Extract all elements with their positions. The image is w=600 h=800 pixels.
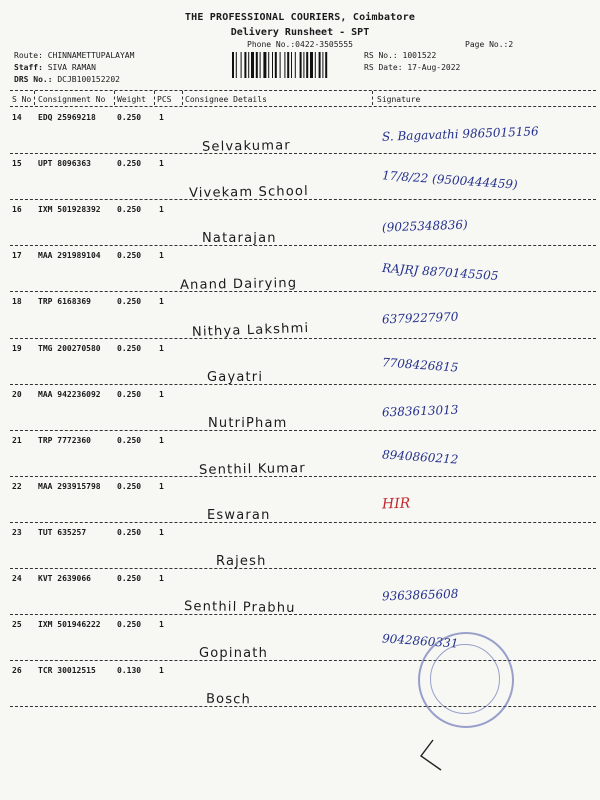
header-rule-bottom	[10, 106, 596, 107]
row-pcs: 1	[159, 251, 164, 261]
route-line	[14, 51, 134, 60]
row-consignment: TCR 30012515	[38, 666, 96, 676]
barcode-bar	[287, 52, 289, 78]
row-consignee: Rajesh	[216, 553, 267, 569]
barcode-bar	[251, 52, 254, 78]
row-signature: 7708426815	[381, 354, 459, 375]
row-consignee: Nithya Lakshmi	[191, 321, 310, 341]
row-separator	[10, 338, 596, 339]
row-consignment: IXM 501928392	[38, 205, 101, 215]
barcode-bar	[319, 52, 321, 78]
staff-line	[14, 63, 96, 72]
row-consignment: TUT 635257	[38, 527, 87, 537]
row-separator	[10, 430, 596, 431]
row-consignment: IXM 501946222	[38, 620, 101, 630]
col-divider	[114, 91, 115, 105]
col-weight: Weight	[117, 95, 146, 104]
row-pcs: 1	[159, 527, 164, 537]
row-signature: 8940860212	[381, 447, 459, 467]
row-signature: 6379227970	[381, 310, 459, 327]
barcode-bar	[236, 52, 237, 78]
rs-date-label: RS Date:	[364, 63, 403, 72]
row-weight: 0.250	[117, 435, 142, 445]
barcode-bar	[268, 52, 269, 78]
runsheet-title: Delivery Runsheet - SPT	[230, 27, 370, 38]
staff-label: Staff:	[14, 63, 43, 72]
barcode-bar	[256, 52, 258, 78]
row-sno: 14	[12, 113, 22, 122]
col-divider	[154, 91, 155, 105]
row-consignment: TMG 200270580	[38, 343, 101, 353]
row-weight: 0.250	[117, 574, 142, 583]
row-sno: 23	[12, 527, 22, 537]
row-signature: (9025348836)	[381, 217, 468, 235]
barcode-bar	[325, 52, 327, 78]
drs-line	[14, 75, 120, 84]
header-rule-top	[10, 90, 596, 91]
row-consignee: Senthil Kumar	[198, 460, 306, 478]
row-weight: 0.250	[117, 159, 142, 169]
row-signature: HIR	[381, 495, 411, 513]
row-sno: 15	[12, 159, 22, 169]
row-sno: 20	[12, 389, 22, 399]
row-separator	[10, 614, 596, 615]
row-weight: 0.250	[117, 113, 142, 122]
col-sno: S No	[12, 95, 32, 104]
row-separator	[10, 199, 596, 200]
barcode-bar	[280, 52, 281, 78]
row-signature: 9042860331	[381, 631, 459, 651]
barcode-bar	[275, 52, 277, 78]
row-weight: 0.250	[117, 297, 142, 307]
row-consignment: UPT 8096363	[38, 159, 91, 169]
row-weight: 0.130	[117, 666, 142, 676]
row-consignment: MAA 293915798	[38, 481, 101, 491]
row-sno: 22	[12, 481, 22, 491]
row-pcs: 1	[159, 343, 164, 353]
barcode-bar	[300, 52, 302, 78]
row-weight: 0.250	[117, 343, 142, 353]
row-consignee: Senthil Prabhu	[183, 599, 296, 616]
row-consignee: Anand Dairying	[179, 276, 298, 294]
col-pcs: PCS	[157, 95, 172, 104]
row-pcs: 1	[159, 205, 164, 215]
rs-no-label: RS No.:	[364, 51, 398, 60]
rs-date-value: 17-Aug-2022	[407, 63, 461, 72]
col-signature: Signature	[377, 95, 421, 104]
row-weight: 0.250	[117, 251, 142, 261]
row-signature: RAJRJ 8870145505	[381, 261, 499, 284]
row-separator	[10, 384, 596, 385]
rs-date-line	[364, 63, 460, 72]
col-divider	[34, 91, 35, 105]
row-pcs: 1	[159, 620, 164, 630]
barcode-bar	[291, 52, 292, 78]
row-consignment: MAA 942236092	[38, 389, 101, 399]
barcode-bar	[241, 52, 242, 78]
rs-no-value: 1001522	[402, 51, 437, 60]
tick-mark	[415, 738, 455, 774]
row-signature: 17/8/22 (9500444459)	[381, 168, 519, 192]
barcode-bar	[248, 52, 249, 78]
drs-value: DCJB100152202	[57, 75, 120, 84]
row-pcs: 1	[159, 113, 164, 122]
row-consignment: MAA 291989104	[38, 251, 101, 261]
barcode-bar	[232, 52, 234, 78]
row-weight: 0.250	[117, 620, 142, 630]
row-separator	[10, 476, 596, 477]
row-consignment: TRP 7772360	[38, 435, 91, 445]
row-pcs: 1	[159, 389, 164, 399]
row-consignee: Eswaran	[207, 507, 271, 523]
row-pcs: 1	[159, 435, 164, 445]
row-sno: 26	[12, 666, 22, 676]
row-consignee: Bosch	[205, 691, 252, 708]
barcode-bar	[260, 52, 261, 78]
row-consignee: NutriPham	[208, 415, 288, 431]
route-label: Route:	[14, 51, 43, 60]
barcode-bar	[272, 52, 273, 78]
row-signature: S. Bagavathi 9865015156	[381, 124, 539, 144]
barcode-bar	[263, 52, 266, 78]
row-separator	[10, 522, 596, 523]
row-consignee: Gayatri	[207, 369, 264, 385]
row-consignee: Vivekam School	[188, 184, 310, 202]
page-number: Page No.:2	[465, 40, 514, 49]
row-consignee: Gopinath	[199, 646, 269, 662]
row-consignee: Selvakumar	[201, 138, 291, 155]
row-separator	[10, 153, 596, 154]
row-separator	[10, 568, 596, 569]
route-value: CHINNAMETTUPALAYAM	[47, 51, 135, 60]
barcode	[232, 52, 354, 78]
row-consignee: Natarajan	[202, 231, 277, 247]
row-signature: 6383613013	[381, 402, 459, 419]
barcode-bar	[315, 52, 316, 78]
row-sno: 16	[12, 205, 22, 215]
col-divider	[182, 91, 183, 105]
row-signature: 9363865608	[381, 586, 459, 604]
row-pcs: 1	[159, 574, 164, 583]
row-pcs: 1	[159, 481, 164, 491]
col-divider	[372, 91, 373, 105]
row-separator	[10, 706, 596, 707]
rs-no-line	[364, 51, 436, 60]
barcode-bar	[310, 52, 313, 78]
row-sno: 21	[12, 435, 22, 445]
row-weight: 0.250	[117, 205, 142, 215]
barcode-bar	[244, 52, 246, 78]
row-weight: 0.250	[117, 481, 142, 491]
row-consignment: EDQ 25969218	[38, 113, 96, 122]
staff-value: SIVA RAMAN	[47, 63, 96, 72]
row-weight: 0.250	[117, 527, 142, 537]
col-consignee: Consignee Details	[185, 95, 267, 104]
barcode-bar	[295, 52, 296, 78]
row-weight: 0.250	[117, 389, 142, 399]
row-separator	[10, 291, 596, 292]
company-name: THE PROFESSIONAL COURIERS, Coimbatore	[184, 12, 416, 23]
drs-label: DRS No.:	[14, 75, 53, 84]
row-sno: 24	[12, 574, 22, 583]
row-sno: 18	[12, 297, 22, 307]
col-consignment: Consignment No	[38, 95, 106, 104]
barcode-bar	[322, 52, 323, 78]
barcode-bar	[306, 52, 308, 78]
row-pcs: 1	[159, 297, 164, 307]
row-pcs: 1	[159, 159, 164, 169]
row-sno: 17	[12, 251, 22, 261]
row-separator	[10, 245, 596, 246]
phone-number: Phone No.:0422-3505555	[247, 40, 353, 49]
barcode-bar	[284, 52, 285, 78]
row-sno: 25	[12, 620, 22, 630]
row-consignment: TRP 6168369	[38, 297, 91, 307]
row-pcs: 1	[159, 666, 164, 676]
row-consignment: KVT 2639066	[38, 574, 91, 583]
barcode-bar	[303, 52, 304, 78]
row-sno: 19	[12, 343, 22, 353]
company-stamp	[418, 632, 514, 728]
